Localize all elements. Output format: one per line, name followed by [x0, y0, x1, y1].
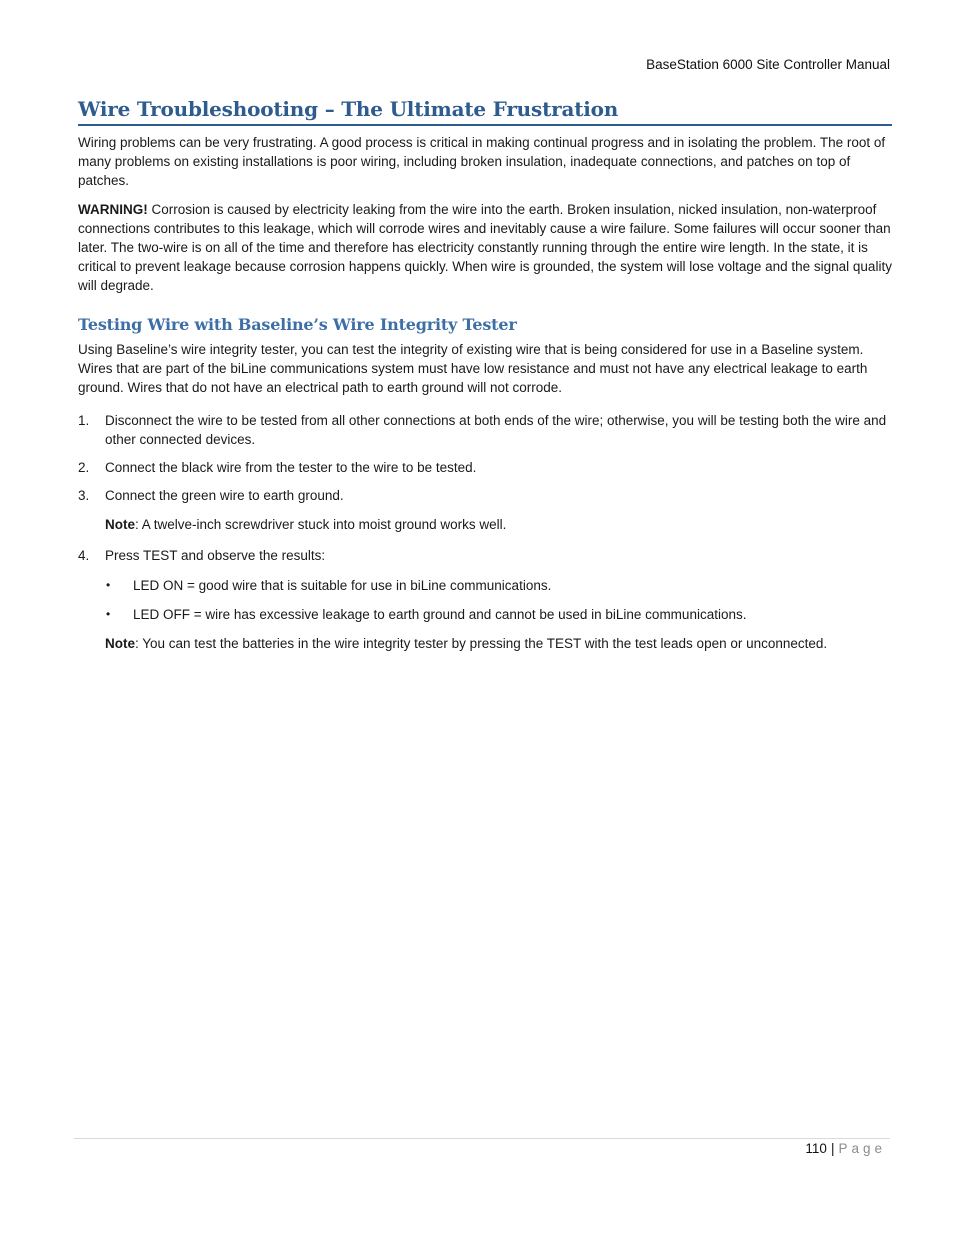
step-number: 4. — [78, 548, 90, 563]
subsection-title: Testing Wire with Baseline’s Wire Integrity Tester — [78, 315, 517, 334]
note-text: : You can test the batteries in the wire integrity tester by pressing the TEST with the test leads open or unconnected. — [135, 636, 828, 651]
step-item — [78, 486, 892, 534]
bullet-icon: • — [106, 578, 111, 592]
step-item — [78, 411, 892, 449]
page-footer — [805, 1141, 886, 1156]
step-item — [78, 458, 892, 477]
step-number: 2. — [78, 460, 90, 475]
step-text: Press TEST and observe the results: — [105, 548, 326, 563]
page-content — [78, 97, 892, 665]
footer-divider — [74, 1138, 890, 1139]
step-item — [78, 546, 892, 653]
footer-separator: | — [830, 1141, 835, 1156]
result-text: LED ON = good wire that is suitable for use in biLine communications. — [133, 578, 552, 593]
page-number: 110 — [805, 1141, 827, 1156]
results-list — [105, 576, 892, 624]
running-header: BaseStation 6000 Site Controller Manual — [646, 57, 890, 72]
section-title: Wire Troubleshooting – The Ultimate Frustration — [78, 97, 892, 126]
warning-label: WARNING! — [78, 202, 148, 217]
step-text: Disconnect the wire to be tested from all other connections at both ends of the wire; otherwise, you will be testing both the wire and other connected devices. — [105, 413, 887, 447]
step-note — [105, 515, 892, 534]
results-note — [105, 634, 892, 653]
result-item — [105, 605, 892, 624]
warning-text: Corrosion is caused by electricity leaking from the wire into the earth. Broken insulation, nicked insulation, non-waterproof connections contributes to this leakage, which will corrode wires and inevitably cause a wire failure. Some failures will occur sooner than later. The two-wire is on all of the time and therefore has electricity constantly running through the entire wire length. In the state, it is critical to prevent leakage because corrosion happens quickly. When wire is grounded, the system will lose voltage and the signal quality will degrade. — [78, 202, 892, 293]
warning-paragraph — [78, 200, 892, 295]
bullet-icon: • — [106, 607, 111, 621]
subsection-intro: Using Baseline’s wire integrity tester, you can test the integrity of existing wire that is being considered for use in a Baseline system. Wires that are part of the biLine communications system must have low resistance and must not have any electrical leakage to earth ground. Wires that do not have an electrical path to earth ground will not corrode. — [78, 342, 868, 395]
result-item — [105, 576, 892, 595]
step-number: 1. — [78, 413, 90, 428]
note-label: Note — [105, 517, 135, 532]
step-text: Connect the black wire from the tester to the wire to be tested. — [105, 460, 477, 475]
note-label: Note — [105, 636, 135, 651]
page-label: Page — [838, 1141, 886, 1156]
note-text: : A twelve-inch screwdriver stuck into moist ground works well. — [135, 517, 507, 532]
result-text: LED OFF = wire has excessive leakage to earth ground and cannot be used in biLine communications. — [133, 607, 747, 622]
step-number: 3. — [78, 488, 90, 503]
step-text: Connect the green wire to earth ground. — [105, 488, 344, 503]
section-intro: Wiring problems can be very frustrating. A good process is critical in making continual progress and in isolating the problem. The root of many problems on existing installations is poor wiring, including broken insulation, inadequate connections, and patches on top of patches. — [78, 135, 886, 188]
steps-list — [78, 411, 892, 653]
